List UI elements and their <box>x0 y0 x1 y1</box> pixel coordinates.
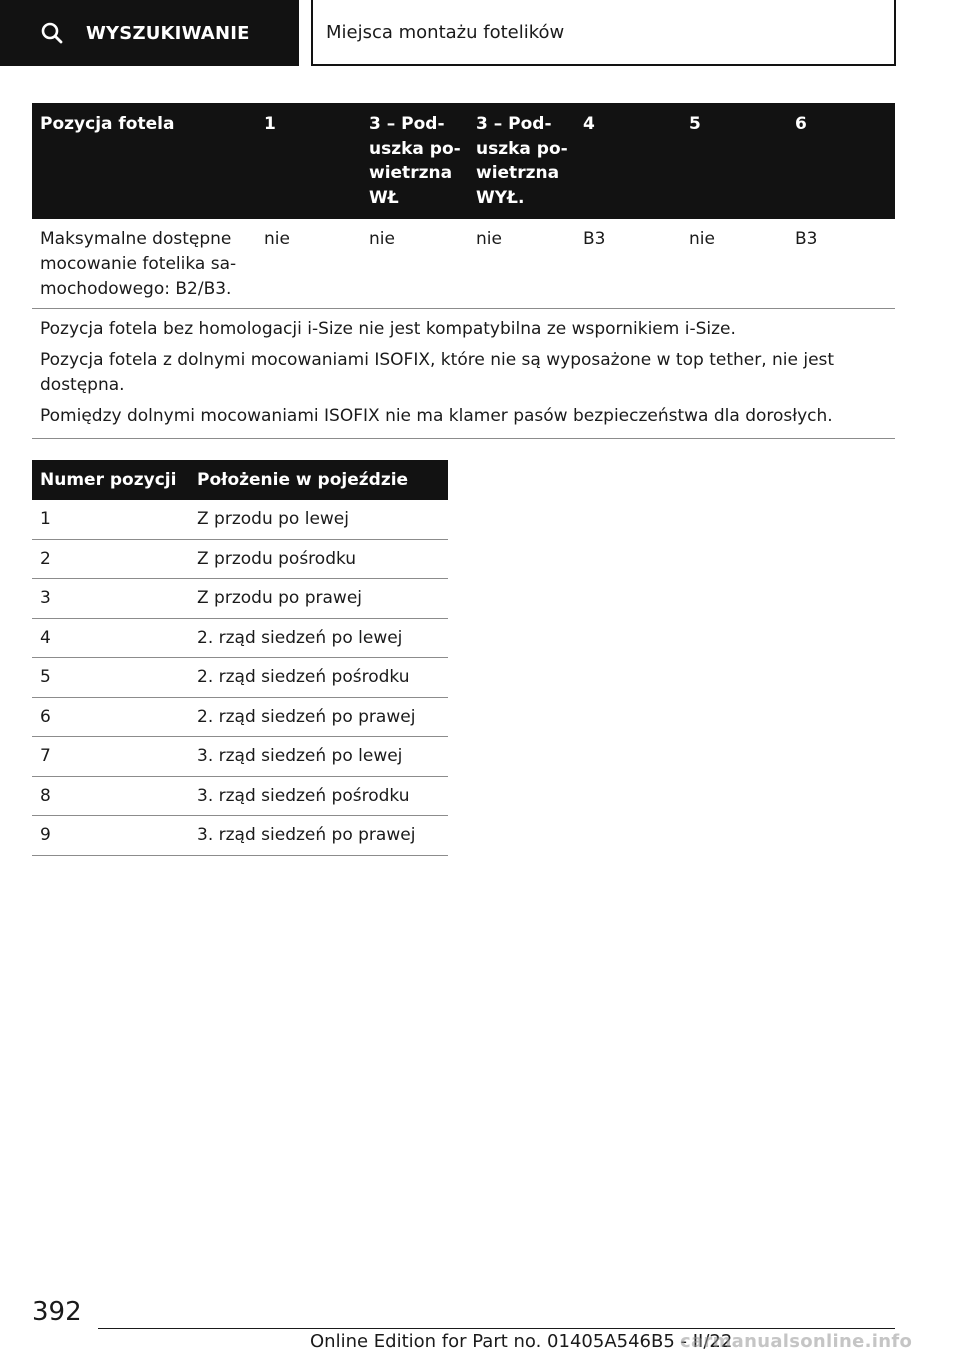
section-title-tab[interactable] <box>311 0 896 66</box>
header-cell: 3 – Pod- uszka po- wietrzna WYŁ. <box>476 114 568 208</box>
table-cell: 3. rząd siedzeń po prawej <box>197 825 416 845</box>
table-cell: 1 <box>40 509 51 529</box>
table-cell: 7 <box>40 746 51 766</box>
table-header <box>32 460 448 500</box>
table-row <box>32 698 448 738</box>
table-cell: B3 <box>583 229 606 249</box>
table-cell: nie <box>369 229 395 249</box>
header-cell: 6 <box>795 114 807 134</box>
header-cell: 4 <box>583 114 595 134</box>
note-text: Pomiędzy dolnymi mocowaniami ISOFIX nie ma klamer pasów bezpieczeństwa dla dorosłych. <box>40 406 833 426</box>
table-cell: nie <box>476 229 502 249</box>
table-cell: 9 <box>40 825 51 845</box>
table-cell: nie <box>689 229 715 249</box>
table-cell: 2. rząd siedzeń po lewej <box>197 627 403 648</box>
table-row <box>32 737 448 777</box>
edition-text: Online Edition for Part no. 01405A546B5 - II/22 <box>310 1331 733 1352</box>
page-number: 392 <box>32 1297 82 1327</box>
header-cell: Pozycja fotela <box>40 114 175 134</box>
position-number-table <box>32 460 448 856</box>
table-cell: 3 <box>40 588 51 608</box>
table-row <box>32 500 448 540</box>
watermark: carmanualsonline.info <box>680 1331 913 1352</box>
table-cell: 4 <box>40 627 51 648</box>
table-header <box>32 103 895 219</box>
table-row <box>32 540 448 580</box>
header-cell: 3 – Pod- uszka po- wietrzna WŁ <box>369 114 461 208</box>
table-cell: Z przodu pośrodku <box>197 548 357 569</box>
table-cell: 3. rząd siedzeń pośrodku <box>197 785 410 806</box>
table-cell: 3. rząd siedzeń po lewej <box>197 746 403 766</box>
table-cell: nie <box>264 229 290 249</box>
table-cell: 2. rząd siedzeń po prawej <box>197 706 416 727</box>
search-label: WYSZUKIWANIE <box>86 22 250 44</box>
table-cell: B3 <box>795 229 818 249</box>
section-title: Miejsca montażu fotelików <box>326 21 565 43</box>
table-cell: 8 <box>40 785 51 806</box>
table-cell: Maksymalne dostępne mocowanie fotelika sa- mochodowego: B2/B3. <box>40 229 237 299</box>
header-cell: 1 <box>264 114 276 134</box>
header <box>0 0 960 66</box>
note-text: Pozycja fotela z dolnymi mocowaniami ISOFIX, które nie są wyposażone w top tether, nie jest dostępna. <box>40 350 835 395</box>
table-cell: Z przodu po lewej <box>197 509 349 529</box>
table-row <box>32 816 448 856</box>
table-row <box>32 219 895 309</box>
seat-position-table <box>32 103 895 439</box>
footer-divider <box>98 1328 895 1329</box>
table-row <box>32 658 448 698</box>
search-icon <box>40 21 64 45</box>
header-cell: 5 <box>689 114 701 134</box>
table-cell: 5 <box>40 667 51 687</box>
table-cell: 2 <box>40 548 51 569</box>
note-text: Pozycja fotela bez homologacji i-Size nie jest kompatybilna ze wspornikiem i-Size. <box>40 319 736 339</box>
table-cell: Z przodu po prawej <box>197 588 363 608</box>
search-button[interactable] <box>0 0 299 66</box>
table-row <box>32 619 448 659</box>
table-cell: 2. rząd siedzeń pośrodku <box>197 667 410 687</box>
table-row <box>32 579 448 619</box>
header-cell: Położenie w pojeździe <box>197 470 409 490</box>
header-cell: Numer pozycji <box>40 470 177 490</box>
table-notes <box>32 309 895 439</box>
table-row <box>32 777 448 817</box>
table-cell: 6 <box>40 706 51 727</box>
